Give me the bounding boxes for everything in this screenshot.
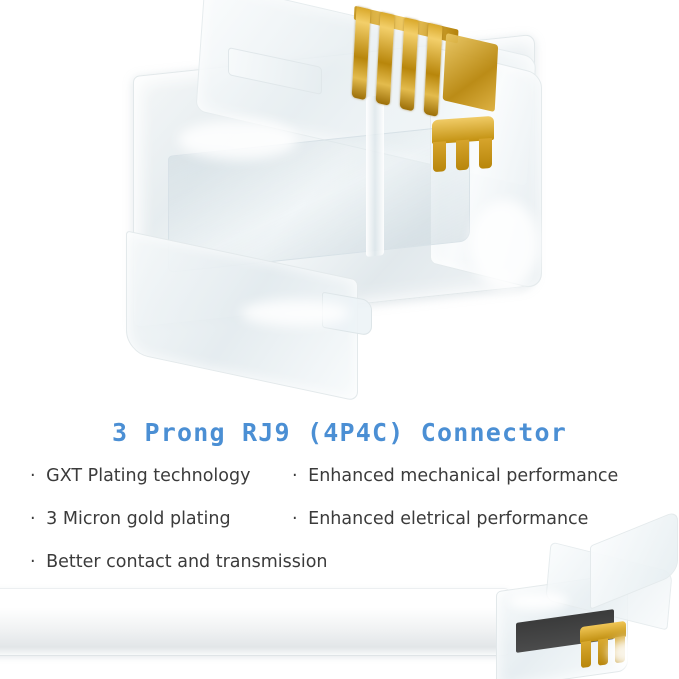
product-headline: 3 Prong RJ9 (4P4C) Connector [111, 418, 568, 447]
feature-label: Enhanced eletrical performance [308, 509, 589, 529]
inset-highlight-top [508, 592, 568, 610]
crown-prong-3 [479, 138, 492, 169]
bullet-marker-icon: · [30, 466, 36, 486]
cable-highlight [0, 598, 505, 608]
gold-pin-4 [424, 23, 443, 117]
highlight-bottom [240, 300, 350, 326]
list-item [292, 466, 672, 486]
feature-label: Better contact and transmission [46, 552, 328, 572]
list-item [30, 509, 320, 529]
bullet-marker-icon: · [292, 466, 298, 486]
bullet-marker-icon: · [30, 509, 36, 529]
inset-plug-illustration [488, 520, 679, 679]
inset-crown-prong-2 [598, 638, 608, 665]
feature-label: Enhanced mechanical performance [308, 466, 619, 486]
inset-crown-prong-1 [581, 641, 591, 668]
highlight-top [178, 120, 298, 160]
bullet-marker-icon: · [292, 509, 298, 529]
feature-label: GXT Plating technology [46, 466, 251, 486]
gold-pin-2 [376, 12, 395, 106]
crown-prong-2 [456, 140, 469, 171]
inset-highlight-side [608, 638, 654, 668]
list-item [30, 466, 320, 486]
gold-crown-contact [432, 116, 494, 172]
gold-pin-plate [443, 33, 499, 112]
feature-label: 3 Micron gold plating [46, 509, 231, 529]
gold-pin-3 [400, 17, 419, 111]
gold-pin-1 [352, 6, 371, 100]
crown-prong-1 [433, 141, 446, 172]
connector-center-rib [366, 95, 384, 257]
feature-column-left [30, 466, 328, 595]
bullet-marker-icon: · [30, 552, 36, 572]
highlight-front [470, 200, 540, 290]
list-item [30, 552, 328, 572]
